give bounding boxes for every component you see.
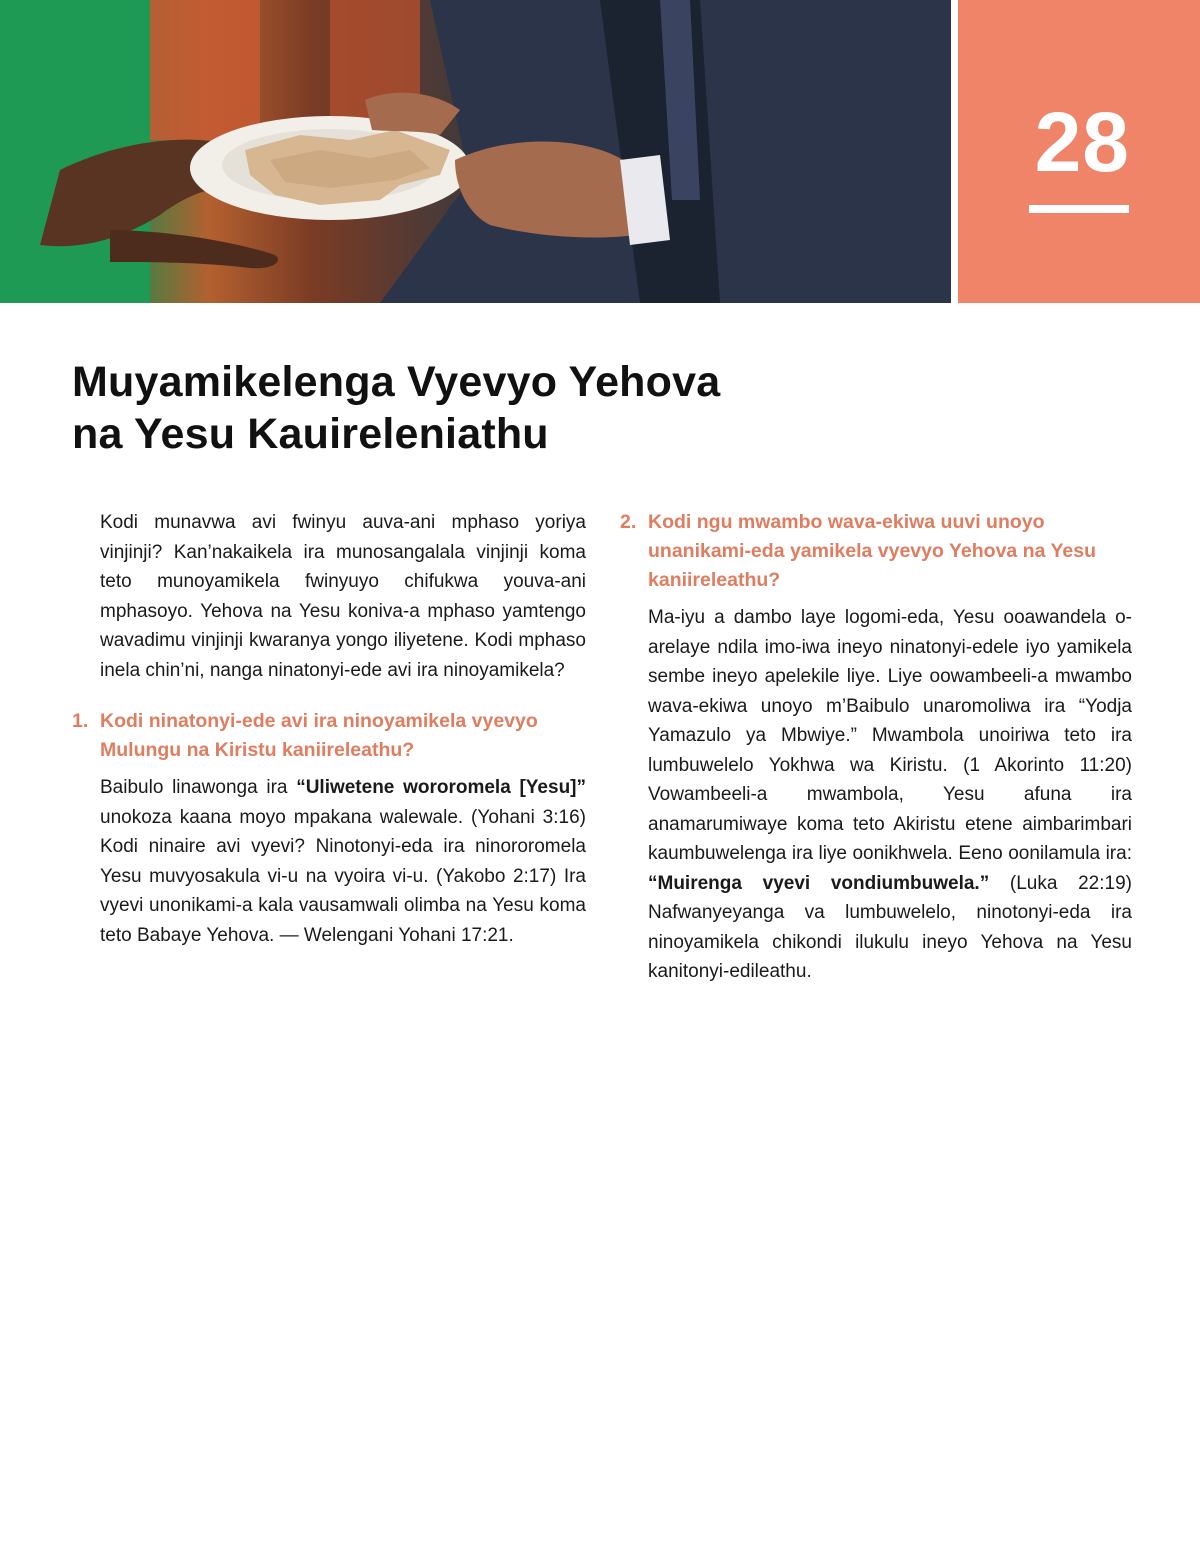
- answer-1-paragraph: [100, 773, 586, 950]
- left-column: [72, 508, 586, 950]
- lesson-number: 28: [1034, 95, 1130, 189]
- right-column: [620, 508, 1132, 987]
- intro-paragraph: Kodi munavwa avi fwinyu auva-ani mphaso yoriya vinjinji? Kan’nakaikela ira munosangalala vinjinji koma teto munoyamikela fwinyuyo chifukwa youva-ani mphasoyo. Yehova na Yesu koniva-a mphaso yamtengo wavadimu vinjinji kwaranya yongo iliyetene. Kodi mphaso inela chin’ni, nanga ninatonyi-ede avi ira ninoyamikela?: [100, 512, 586, 681]
- page-title-line-1: Muyamikelenga Vyevyo Yehova: [72, 358, 721, 406]
- lesson-number-underline: [1029, 205, 1129, 213]
- answer-1-bold-quote: “Uliwetene wororomela [Yesu]”: [296, 777, 586, 798]
- question-2: [620, 508, 1132, 595]
- answer-1-text-start: Baibulo linawonga ira: [100, 777, 297, 798]
- answer-2-text-end: (Luka 22:19) Nafwanyeyanga va lumbuwelelo, ninotonyi-eda ira ninoyamikela chikondi ilukulu ineyo Yehova na Yesu kanitonyi-edileathu.: [648, 872, 1132, 982]
- header-photo: [0, 0, 951, 303]
- question-1-number: 1.: [72, 710, 89, 732]
- question-1: [72, 707, 586, 765]
- question-2-text: Kodi ngu mwambo wava-ekiwa uuvi unoyo unanikami-eda yamikela vyevyo Yehova na Yesu kaniireleathu?: [648, 511, 1097, 591]
- answer-2-bold-quote: “Muirenga vyevi vondiumbuwela.”: [648, 872, 990, 894]
- page-title: [72, 356, 972, 460]
- question-1-text: Kodi ninatonyi-ede avi ira ninoyamikela vyevyo Mulungu na Kiristu kaniireleathu?: [100, 710, 538, 761]
- answer-1-text-end: unokoza kaana moyo mpakana walewale. (Yohani 3:16) Kodi ninaire avi vyevi? Ninotonyi-eda ira ninororomela Yesu muvyosakula vi-u na vyoira vi-u. (Yakobo 2:17) Ira vyevi unonikami-a kala vausamwali olimba na Yesu koma teto Babaye Yehova. — Welengani Yohani 17:21.: [100, 806, 586, 946]
- page-title-line-2: na Yesu Kauireleniathu: [72, 410, 549, 458]
- question-2-number: 2.: [620, 511, 637, 533]
- lesson-number-box: [958, 0, 1200, 303]
- answer-2-paragraph: [648, 603, 1132, 987]
- photo-illustration: [0, 0, 951, 303]
- answer-2-text-start: Ma-iyu a dambo laye logomi-eda, Yesu ooawandela o-arelaye ndila imo-iwa ineyo ninatonyi-edele iyo yamikela sembe ineyo apelekile liye. Liye oowambeeli-a mwambo wava-ekiwa unoyo m’Baibulo unaromoliwa ira “Yodja Yamazulo ya Mbwiye.” Mwambola unoiriwa teto ira lumbuwelelo Yokhwa wa Kiristu. (1 Akorinto 11:20) Vowambeeli-a mwambola, Yesu afuna ira anamarumiwaye koma teto Akiristu etene aimbarimbari kaumbuwelenga ira liye oonikhwela. Eeno oonilamula ira:: [648, 607, 1132, 864]
